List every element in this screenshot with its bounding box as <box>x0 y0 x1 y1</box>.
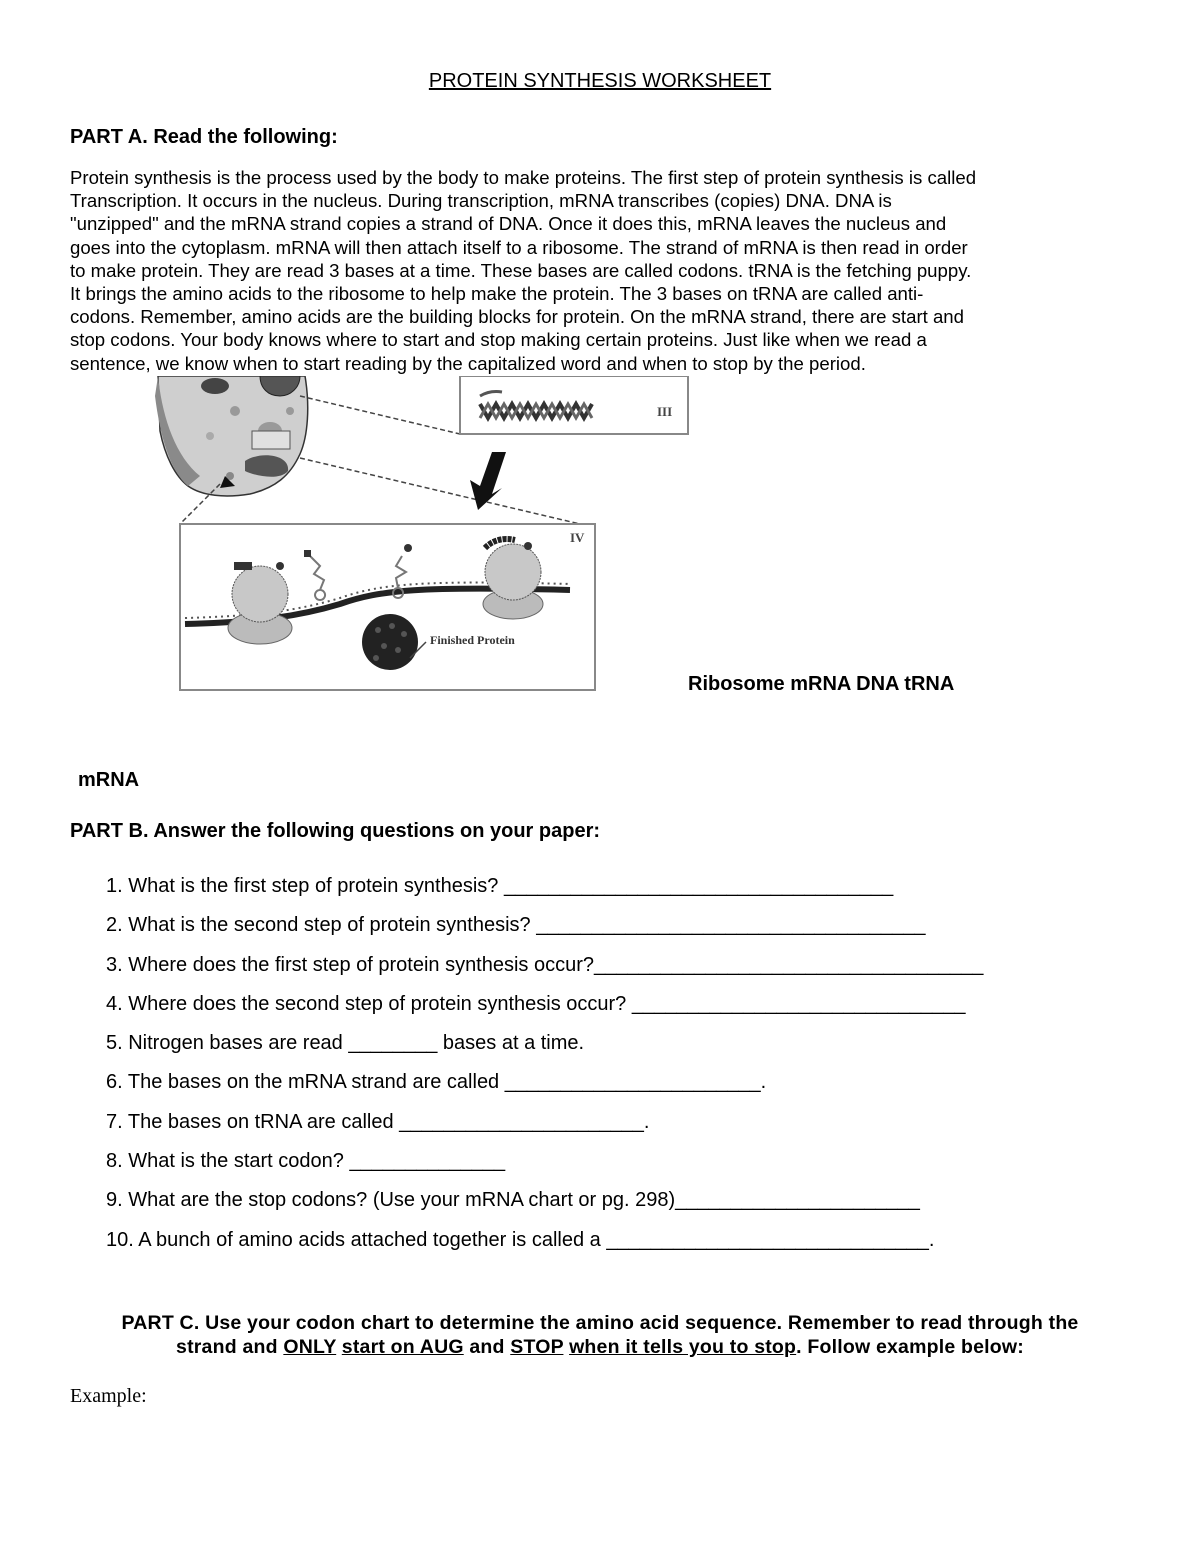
question-item: 9. What are the stop codons? (Use your mRNA chart or pg. 298)______________________ <box>106 1189 920 1212</box>
paragraph-line: goes into the cytoplasm. mRNA will then attach itself to a ribosome. The strand of mRNA is then read in order <box>70 236 968 258</box>
part-a-heading: PART A. Read the following: <box>70 126 338 148</box>
part-c-instructions <box>60 1311 1140 1359</box>
question-item: 5. Nitrogen bases are read ________ bases at a time. <box>106 1032 585 1055</box>
question-item: 3. Where does the first step of protein synthesis occur?___________________________________ <box>106 953 984 976</box>
paragraph-line: Protein synthesis is the process used by the body to make proteins. The first step of protein synthesis is called <box>70 167 977 188</box>
paragraph-line: codons. Remember, amino acids are the building blocks for protein. On the mRNA strand, there are start and <box>70 306 964 328</box>
paragraph-line: to make protein. They are read 3 bases at a time. These bases are called codons. tRNA is the fetching puppy. <box>70 259 972 281</box>
question-item: 4. Where does the second step of protein synthesis occur? ______________________________ <box>106 992 966 1015</box>
panel-iii-label: III <box>657 404 673 419</box>
question-item: 10. A bunch of amino acids attached together is called a _____________________________. <box>106 1228 935 1251</box>
panel-iv-label: IV <box>570 530 585 545</box>
paragraph-line: sentence, we know when to start reading by the capitalized word and when to stop by the period. <box>70 352 866 374</box>
word-bank: Ribosome mRNA DNA tRNA <box>688 673 955 695</box>
part-c-line-1: PART C. Use your codon chart to determine the amino acid sequence. Remember to read through the <box>121 1312 1079 1334</box>
example-label: Example: <box>70 1385 147 1407</box>
paragraph-line: Transcription. It occurs in the nucleus. During transcription, mRNA transcribes (copies) DNA. DNA is <box>70 190 892 212</box>
question-item: 6. The bases on the mRNA strand are called _______________________. <box>106 1071 767 1094</box>
question-item: 2. What is the second step of protein synthesis? ___________________________________ <box>106 914 926 937</box>
question-item: 7. The bases on tRNA are called ______________________. <box>106 1110 650 1133</box>
cell-illustration <box>155 376 308 496</box>
worksheet-title: PROTEIN SYNTHESIS WORKSHEET <box>428 70 772 92</box>
dna-panel <box>460 376 688 434</box>
underlined-stop: STOP <box>510 1336 564 1358</box>
finished-protein-label: Finished Protein <box>430 633 515 647</box>
text-segment: . Follow example below: <box>796 1336 1024 1358</box>
question-item: 8. What is the start codon? ______________ <box>106 1150 506 1173</box>
translation-panel <box>180 524 595 690</box>
question-list <box>106 872 983 1265</box>
paragraph-line: It brings the amino acids to the ribosome to help make the protein. The 3 bases on tRNA are called anti- <box>70 283 924 305</box>
paragraph-line: stop codons. Your body knows where to start and stop making certain proteins. Just like when we read a <box>70 329 927 351</box>
underlined-when-to-stop: when it tells you to stop <box>569 1336 797 1358</box>
text-segment: and <box>463 1336 511 1358</box>
part-a-paragraph <box>70 166 1140 375</box>
part-c-line-2 <box>60 1335 1140 1359</box>
down-arrow-icon <box>470 452 506 510</box>
mrna-label: mRNA <box>78 769 140 791</box>
paragraph-line: "unzipped" and the mRNA strand copies a strand of DNA. Once it does this, mRNA leaves the nucleus and <box>70 213 947 235</box>
underlined-only: ONLY <box>283 1336 337 1358</box>
question-item: 1. What is the first step of protein synthesis? ___________________________________ <box>106 875 894 897</box>
text-segment: strand and <box>176 1336 284 1358</box>
underlined-start-on-aug: start on AUG <box>341 1336 464 1358</box>
part-b-heading: PART B. Answer the following questions on your paper: <box>70 820 601 842</box>
protein-synthesis-diagram <box>140 376 700 696</box>
